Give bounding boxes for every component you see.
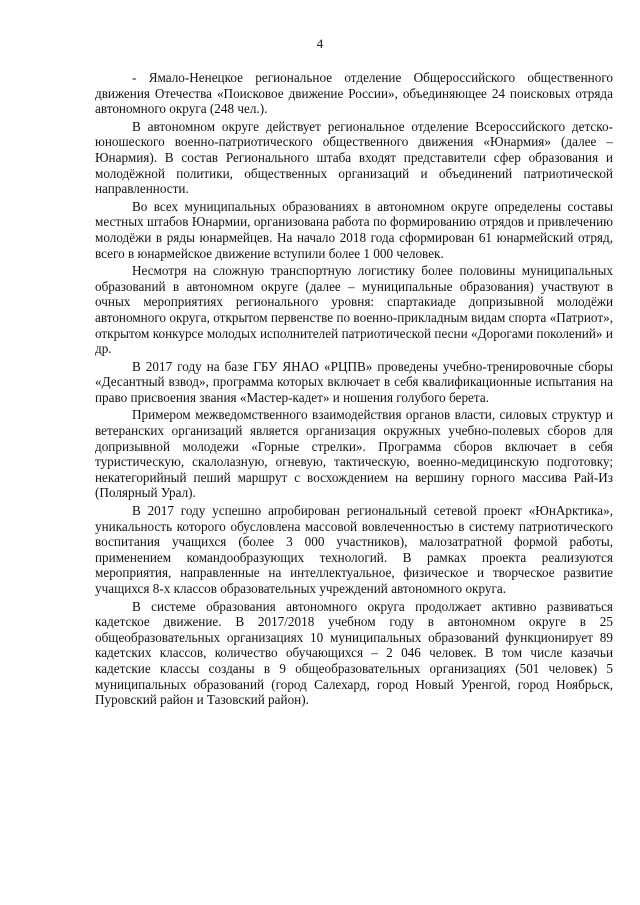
paragraph-regional-events: Несмотря на сложную транспортную логистику более половины муниципальных образований в автономном округе (далее – муниципальные образования) участвуют в очных мероприятиях регионального уровня: спартакиаде допризывной молодёжи автономного округа, открытом первенстве по военно-прикладным видам спорта «Патриот», открытом конкурсе молодых исполнителей патриотической песни «Дорогами поколений» и др.	[95, 263, 613, 357]
paragraph-cadet-movement: В системе образования автономного округа продолжает активно развиваться кадетское движение. В 2017/2018 учебном году в автономном округе в 25 общеобразовательных организациях 10 муниципальных образований функционирует 89 кадетских классов, количество обучающихся – 2 046 человек. В том числе казачьи кадетские классы созданы в 9 общеобразовательных организациях (501 человек) 5 муниципальных образований (город Салехард, город Новый Уренгой, город Ноябрьск, Пуровский район и Тазовский район).	[95, 598, 613, 708]
paragraph-training-camp: В 2017 году на базе ГБУ ЯНАО «РЦПВ» проведены учебно-тренировочные сборы «Десантный взвод», программа которых включает в себя квалификационные испытания на право присвоения звания «Мастер-кадет» и ношения голубого берета.	[95, 358, 613, 405]
paragraph-yunarktika-project: В 2017 году успешно апробирован региональный сетевой проект «ЮнАрктика», уникальность которого обусловлена массовой вовлеченностью в систему патриотического воспитания учащихся (более 3 000 участников), малозатратной формой работы, применением командообразующих технологий. В рамках проекта реализуются мероприятия, направленные на интеллектуальное, физическое и творческое развитие учащихся 8-х классов образовательных учреждений автономного округа.	[95, 503, 613, 596]
paragraph-search-movement: - Ямало-Ненецкое региональное отделение Общероссийского общественного движения Отечества «Поисковое движение России», объединяющее 24 поисковых отряда автономного округа (248 чел.).	[95, 70, 613, 117]
paragraph-local-headquarters: Во всех муниципальных образованиях в автономном округе определены составы местных штабов Юнармии, организована работа по формированию отрядов и привлечению молодёжи в ряды юнармейцев. На начало 2018 года сформирован 61 юнармейский отряд, всего в юнармейское движение вступили более 1 000 человек.	[95, 198, 613, 261]
document-body	[95, 70, 613, 710]
paragraph-yunarmia-branch: В автономном округе действует региональное отделение Всероссийского детско-юношеского военно-патриотического общественного движения «Юнармия» (далее – Юнармия). В состав Регионального штаба входят представители сфер образования и молодёжной политики, общественных организаций и объединений патриотической направленности.	[95, 118, 613, 197]
page-number: 4	[316, 36, 324, 51]
paragraph-interagency-cooperation: Примером межведомственного взаимодействия органов власти, силовых структур и ветеранских организаций является организация окружных учебно-полевых сборов для допризывной молодежи «Горные стрелки». Программа сборов включает в себя туристическую, скалолазную, огневую, тактическую, военно-медицинскую подготовку; некатегорийный пеший маршрут с восхождением на вершину горного массива Рай-Из (Полярный Урал).	[95, 407, 613, 501]
